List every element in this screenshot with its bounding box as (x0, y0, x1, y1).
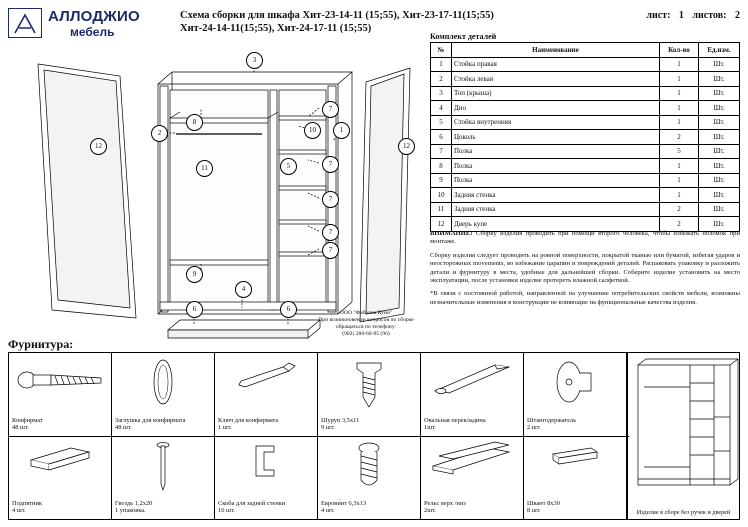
fitting-caption (424, 417, 520, 432)
fitting-name: Конфирмат (12, 416, 43, 424)
part-callout: 7 (322, 101, 339, 118)
spec-cell-no: 10 (431, 188, 452, 203)
fitting-cell (524, 436, 627, 519)
fitting-caption (527, 417, 623, 432)
table-row (431, 159, 740, 174)
spec-cell-qty: 1 (660, 159, 699, 174)
part-callout: 10 (304, 122, 321, 139)
warning-p2: Сборку изделия следует проводить на ровной поверхности, покрытой тканью или бумагой, избегая ударов и неосторожных movements, во избежание царапин и повреждений деталей. Распаковать упаковку и разложить детали и фурнитуру в места, удобные для дальнейшей сборки. Соберите изделие установить на место эксплуатации, после установки изделие протереть влажной салфеткой. (430, 251, 740, 285)
part-callout: 3 (246, 52, 263, 69)
fittings-grid (8, 352, 740, 520)
part-callout: 5 (280, 158, 297, 175)
spec-cell-name: Стойка внутренняя (452, 115, 660, 130)
fitting-name: Шуруп 3,5х11 (321, 416, 360, 424)
fitting-name: Штангодержатель (527, 416, 577, 424)
spec-cell-unit: Шт. (699, 173, 740, 188)
spec-cell-no: 3 (431, 86, 452, 101)
wardrobe-exploded-svg (8, 46, 422, 346)
fitting-caption (218, 417, 314, 432)
spec-cell-name: Полка (452, 159, 660, 174)
fitting-cell (421, 353, 524, 436)
fitting-name: Подпятник (12, 499, 42, 507)
spec-cell-name: Полка (452, 144, 660, 159)
spec-cell-name: Задняя стенка (452, 202, 660, 217)
spec-cell-no: 4 (431, 101, 452, 116)
spec-col-no: № (431, 43, 452, 58)
fitting-caption (321, 417, 417, 432)
brand-logo (8, 8, 168, 42)
table-row (431, 101, 740, 116)
fitting-caption (321, 500, 417, 515)
fitting-name: Овальная перекладина (424, 416, 486, 424)
part-callout: 7 (322, 242, 339, 259)
spec-cell-qty: 5 (660, 144, 699, 159)
fitting-caption (12, 500, 108, 515)
part-callout: 8 (186, 114, 203, 131)
brand-name: АЛЛОДЖИО (48, 8, 140, 25)
table-row (431, 57, 740, 72)
warning-block (430, 230, 740, 312)
spec-cell-qty: 1 (660, 101, 699, 116)
fitting-cell (215, 436, 318, 519)
spec-cell-unit: Шт. (699, 188, 740, 203)
spec-cell-qty: 2 (660, 130, 699, 145)
spec-table-header-row (431, 43, 740, 58)
fitting-qty: 9 шт. (321, 424, 335, 432)
spec-table (430, 42, 740, 232)
fitting-cell (112, 353, 215, 436)
spec-cell-unit: Шт. (699, 86, 740, 101)
fitting-cell (318, 353, 421, 436)
part-callout: 9 (186, 266, 203, 283)
factory-phone: (903) 280-60-95 (96) (342, 331, 390, 337)
spec-cell-unit: Шт. (699, 130, 740, 145)
fitting-caption (527, 500, 623, 515)
fitting-cell (9, 353, 112, 436)
foot-pad-icon (9, 440, 111, 490)
rail-profile-icon (421, 440, 523, 490)
fitting-name: Шкант 8х30 (527, 499, 560, 507)
spec-cell-unit: Шт. (699, 144, 740, 159)
spec-col-unit: Ед.изм. (699, 43, 740, 58)
confirmat-screw-icon (9, 357, 111, 407)
fitting-cell (524, 353, 627, 436)
spec-cell-no: 2 (431, 72, 452, 87)
factory-support-line2: обращаться по телефону: (335, 324, 397, 330)
spec-cell-qty: 2 (660, 202, 699, 217)
part-callout: 7 (322, 156, 339, 173)
fittings-title: Фурнитура: (8, 337, 74, 351)
assembled-wardrobe-icon (628, 357, 740, 497)
spec-cell-unit: Шт. (699, 217, 740, 232)
table-row (431, 115, 740, 130)
fitting-caption (12, 417, 108, 432)
assembled-product-cell (627, 353, 739, 519)
table-row (431, 86, 740, 101)
spec-cell-no: 5 (431, 115, 452, 130)
fitting-qty: 2шт. (424, 507, 437, 515)
spec-cell-no: 9 (431, 173, 452, 188)
fitting-cell (9, 436, 112, 519)
part-callout: 7 (322, 191, 339, 208)
spec-cell-unit: Шт. (699, 57, 740, 72)
factory-name: ООО "Фабрика Куни" (339, 310, 393, 316)
spec-cell-qty: 1 (660, 188, 699, 203)
cap-plug-icon (112, 357, 214, 407)
page-title-line2: Хит-24-14-11(15;55), Хит-24-17-11 (15;55) (180, 23, 372, 34)
fitting-qty: 2 шт. (527, 424, 541, 432)
part-callout: 12 (90, 138, 107, 155)
part-callout: 11 (196, 160, 213, 177)
spec-cell-no: 12 (431, 217, 452, 232)
fitting-cell (215, 353, 318, 436)
spec-cell-qty: 1 (660, 115, 699, 130)
oval-rail-icon (421, 357, 523, 407)
spec-cell-qty: 1 (660, 86, 699, 101)
spec-cell-name: Стойка левая (452, 72, 660, 87)
spec-cell-name: Топ (крыша) (452, 86, 660, 101)
part-callout: 6 (186, 301, 203, 318)
part-callout: 7 (322, 224, 339, 241)
part-callout: 4 (235, 281, 252, 298)
spec-cell-no: 7 (431, 144, 452, 159)
table-row (431, 130, 740, 145)
fitting-qty: 8 шт. (527, 507, 541, 515)
dowel-icon (524, 440, 626, 490)
spec-cell-name: Стойка правая (452, 57, 660, 72)
spec-cell-unit: Шт. (699, 159, 740, 174)
euro-screw-icon (318, 440, 420, 490)
spec-cell-name: Дверь купе (452, 217, 660, 232)
spec-cell-qty: 1 (660, 173, 699, 188)
factory-contacts (300, 310, 432, 338)
spec-cell-no: 1 (431, 57, 452, 72)
sheets-label: листов: (692, 10, 727, 21)
rail-holder-icon (524, 357, 626, 407)
brand-subtitle: мебель (70, 25, 115, 39)
part-callout: 6 (280, 301, 297, 318)
spec-cell-unit: Шт. (699, 115, 740, 130)
spec-cell-qty: 1 (660, 72, 699, 87)
spec-cell-unit: Шт. (699, 72, 740, 87)
fitting-qty: 1 упаковка. (115, 507, 146, 515)
bracket-icon (215, 440, 317, 490)
fitting-qty: 4 шт. (321, 507, 335, 515)
warning-p1: Сборку изделия проводить при помощи второго человека, чтобы избежать поломок при монтаже. (430, 230, 740, 246)
warning-heading: ВНИМАНИЕ! (430, 230, 473, 237)
table-row (431, 188, 740, 203)
spec-cell-no: 6 (431, 130, 452, 145)
fitting-name: Ключ для конфирмата (218, 416, 279, 424)
spec-cell-no: 8 (431, 159, 452, 174)
spec-cell-name: Задняя стенка (452, 188, 660, 203)
spec-cell-qty: 1 (660, 57, 699, 72)
fitting-caption (115, 417, 211, 432)
page-title-line1: Схема сборки для шкафа Хит-23-14-11 (15;55), Хит-23-17-11(15;55) (180, 10, 494, 21)
table-row (431, 144, 740, 159)
factory-support-line1: При возникновении вопросов по сборке (318, 317, 414, 323)
spec-cell-no: 11 (431, 202, 452, 217)
fitting-qty: 1 шт. (218, 424, 232, 432)
part-callout: 2 (151, 125, 168, 142)
fitting-caption (115, 500, 211, 515)
fitting-name: Заглушка для конфирмата (115, 416, 186, 424)
warning-p3: *В связи с постоянной работой, направленной на улучшение потребительских свойств мебели, возможны незначительные изменения в конструкции не влияющие на функциональные качества изделия. (430, 290, 740, 306)
exploded-view-drawing (8, 46, 422, 336)
sheet-value: 1 (678, 10, 684, 21)
fitting-cell (112, 436, 215, 519)
sheet-label: лист: (646, 10, 671, 21)
fitting-cell (421, 436, 524, 519)
sheet-info (640, 10, 740, 21)
fitting-qty: 48 шт. (115, 424, 132, 432)
fitting-caption (424, 500, 520, 515)
spec-table-title: Комплект деталей (430, 32, 497, 41)
fitting-qty: 16 шт. (218, 507, 235, 515)
fitting-name: Еврови́нт 6,3х13 (321, 499, 367, 507)
spec-col-qty: Кол-во (660, 43, 699, 58)
fitting-name: Рельс верх /низ (424, 499, 466, 507)
spec-col-name: Наименование (452, 43, 660, 58)
allen-key-icon (215, 357, 317, 407)
wood-screw-icon (318, 357, 420, 407)
spec-cell-name: Цоколь (452, 130, 660, 145)
spec-cell-name: Полка (452, 173, 660, 188)
part-callout: 12 (398, 138, 415, 155)
page-title (180, 9, 630, 35)
sheets-value: 2 (735, 10, 740, 21)
fitting-cell (318, 436, 421, 519)
table-row (431, 217, 740, 232)
fitting-qty: 48 шт. (12, 424, 29, 432)
fitting-name: Гвоздь 1,2х20 (115, 499, 153, 507)
table-row (431, 72, 740, 87)
spec-cell-qty: 2 (660, 217, 699, 232)
logo-mark-icon (8, 8, 42, 38)
spec-cell-unit: Шт. (699, 101, 740, 116)
fitting-qty: 4 шт. (12, 507, 26, 515)
part-callout: 1 (333, 122, 350, 139)
fitting-qty: 1шт. (424, 424, 437, 432)
assembled-product-caption: Изделие в сборе без ручек и дверей (636, 508, 731, 516)
fitting-name: Скоба для задней стенки (218, 499, 286, 507)
table-row (431, 202, 740, 217)
nail-icon (112, 440, 214, 490)
spec-cell-unit: Шт. (699, 202, 740, 217)
spec-cell-name: Дно (452, 101, 660, 116)
fitting-caption (218, 500, 314, 515)
table-row (431, 173, 740, 188)
